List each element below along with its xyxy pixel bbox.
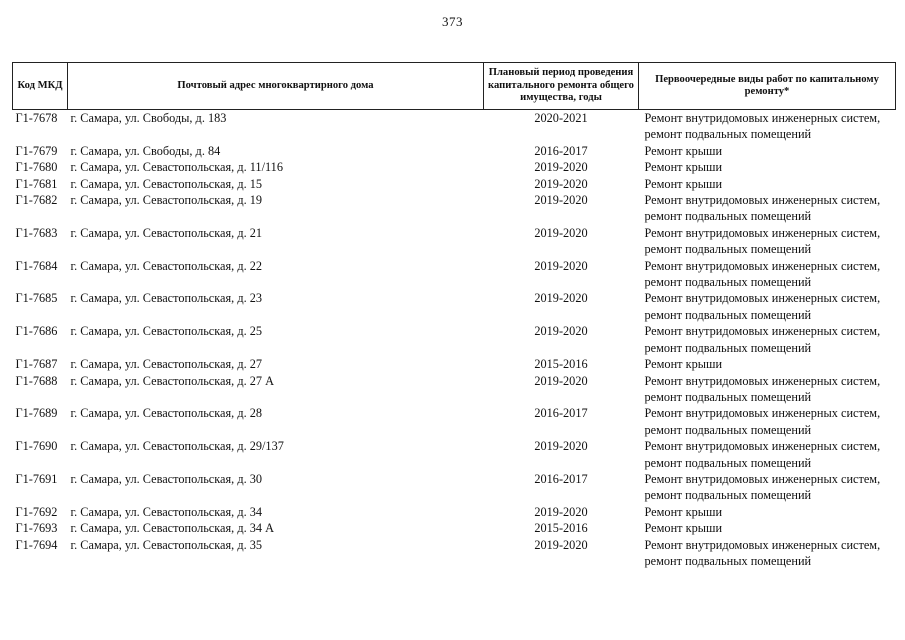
table-header (13, 63, 896, 110)
cell-works: Ремонт внутридомовых инженерных систем, ремонт подвальных помещений (644, 537, 881, 568)
table-row (13, 192, 896, 225)
cell-works: Ремонт внутридомовых инженерных систем, ремонт подвальных помещений (644, 406, 881, 437)
cell-code: Г1-7687 (15, 357, 58, 372)
header-works: Первоочередные виды работ по капитальному ремонту* (639, 63, 896, 110)
cell-code: Г1-7680 (15, 160, 58, 175)
cell-code: Г1-7684 (15, 258, 58, 273)
cell-period: 2016-2017 (534, 471, 588, 486)
header-address: Почтовый адрес многоквартирного дома (68, 63, 484, 110)
cell-works: Ремонт внутридомовых инженерных систем, ремонт подвальных помещений (644, 111, 881, 142)
cell-address: г. Самара, ул. Севастопольская, д. 34 (70, 504, 263, 519)
cell-period: 2019-2020 (534, 504, 588, 519)
cell-address: г. Самара, ул. Севастопольская, д. 29/137 (70, 439, 284, 454)
cell-works: Ремонт внутридомовых инженерных систем, ремонт подвальных помещений (644, 193, 881, 224)
cell-address: г. Самара, ул. Севастопольская, д. 15 (70, 176, 263, 191)
cell-code: Г1-7686 (15, 324, 58, 339)
cell-period: 2019-2020 (534, 193, 588, 208)
cell-works: Ремонт внутридомовых инженерных систем, ремонт подвальных помещений (644, 373, 881, 404)
cell-address: г. Самара, ул. Севастопольская, д. 28 (70, 406, 263, 421)
table-row (13, 176, 896, 192)
cell-code: Г1-7682 (15, 193, 58, 208)
header-period: Плановый период проведения капитального ремонта общего имущества, годы (484, 63, 639, 110)
cell-period: 2015-2016 (534, 521, 588, 536)
cell-code: Г1-7688 (15, 373, 58, 388)
cell-address: г. Самара, ул. Севастопольская, д. 27 (70, 357, 263, 372)
cell-period: 2019-2020 (534, 537, 588, 552)
header-code: Код МКД (13, 63, 68, 110)
cell-address: г. Самара, ул. Севастопольская, д. 22 (70, 258, 263, 273)
cell-period: 2015-2016 (534, 357, 588, 372)
cell-address: г. Самара, ул. Севастопольская, д. 27 А (70, 373, 274, 388)
cell-address: г. Самара, ул. Севастопольская, д. 30 (70, 471, 263, 486)
cell-code: Г1-7694 (15, 537, 58, 552)
cell-works: Ремонт крыши (644, 176, 723, 191)
cell-period: 2019-2020 (534, 258, 588, 273)
table-body (13, 110, 896, 570)
page-number: 373 (442, 14, 463, 29)
cell-period: 2019-2020 (534, 373, 588, 388)
cell-address: г. Самара, ул. Севастопольская, д. 23 (70, 291, 263, 306)
repair-schedule-table-container (12, 62, 895, 569)
cell-works: Ремонт крыши (644, 521, 723, 536)
cell-period: 2020-2021 (534, 111, 588, 125)
cell-address: г. Самара, ул. Севастопольская, д. 11/116 (70, 160, 283, 175)
cell-works: Ремонт крыши (644, 143, 723, 158)
cell-works: Ремонт крыши (644, 357, 723, 372)
table-row (13, 290, 896, 323)
table-row (13, 323, 896, 356)
cell-code: Г1-7685 (15, 291, 58, 306)
cell-period: 2016-2017 (534, 406, 588, 421)
cell-address: г. Самара, ул. Севастопольская, д. 34 А (70, 521, 274, 536)
cell-code: Г1-7689 (15, 406, 58, 421)
cell-address: г. Самара, ул. Свободы, д. 183 (70, 111, 227, 125)
cell-code: Г1-7691 (15, 471, 58, 486)
cell-works: Ремонт внутридомовых инженерных систем, ремонт подвальных помещений (644, 439, 881, 470)
cell-period: 2019-2020 (534, 439, 588, 454)
cell-code: Г1-7692 (15, 504, 58, 519)
header-row (13, 63, 896, 110)
cell-works: Ремонт внутридомовых инженерных систем, ремонт подвальных помещений (644, 225, 881, 257)
cell-period: 2019-2020 (534, 324, 588, 339)
cell-works: Ремонт внутридомовых инженерных систем, ремонт подвальных помещений (644, 324, 881, 355)
table-row (13, 537, 896, 570)
table-row (13, 504, 896, 520)
cell-works: Ремонт крыши (644, 160, 723, 175)
table-row (13, 159, 896, 175)
cell-address: г. Самара, ул. Свободы, д. 84 (70, 143, 221, 158)
cell-period: 2019-2020 (534, 176, 588, 191)
table-row (13, 520, 896, 536)
table-row (13, 405, 896, 438)
cell-code: Г1-7690 (15, 439, 58, 454)
table-row (13, 471, 896, 504)
cell-period: 2016-2017 (534, 143, 588, 158)
repair-schedule-table (12, 62, 896, 569)
table-row (13, 438, 896, 471)
cell-address: г. Самара, ул. Севастопольская, д. 19 (70, 193, 263, 208)
table-row (13, 356, 896, 372)
cell-address: г. Самара, ул. Севастопольская, д. 21 (70, 225, 263, 240)
cell-works: Ремонт крыши (644, 504, 723, 519)
table-row (13, 143, 896, 159)
table-row (13, 258, 896, 291)
table-row (13, 373, 896, 406)
table-row (13, 110, 896, 143)
cell-address: г. Самара, ул. Севастопольская, д. 35 (70, 537, 263, 552)
cell-code: Г1-7693 (15, 521, 58, 536)
cell-code: Г1-7683 (15, 225, 58, 240)
cell-code: Г1-7681 (15, 176, 58, 191)
cell-code: Г1-7679 (15, 143, 58, 158)
cell-address: г. Самара, ул. Севастопольская, д. 25 (70, 324, 263, 339)
cell-works: Ремонт внутридомовых инженерных систем, ремонт подвальных помещений (644, 291, 881, 322)
cell-period: 2019-2020 (534, 160, 588, 175)
cell-period: 2019-2020 (534, 225, 588, 240)
cell-period: 2019-2020 (534, 291, 588, 306)
cell-code: Г1-7678 (15, 111, 58, 125)
cell-works: Ремонт внутридомовых инженерных систем, ремонт подвальных помещений (644, 471, 881, 503)
cell-works: Ремонт внутридомовых инженерных систем, ремонт подвальных помещений (644, 258, 881, 290)
table-row (13, 225, 896, 258)
